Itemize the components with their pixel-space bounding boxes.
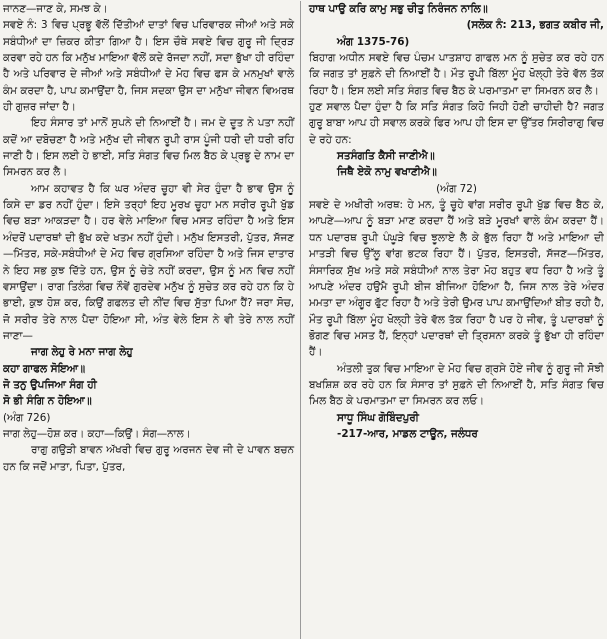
right-text-line: ਬਿਹਾਗ ਅਧੀਨ ਸਵਏ ਵਿਚ ਪੰਚਮ ਪਾਤਸ਼ਾਹ ਗਾਫਲ ਮਨ ਨੂੰ ਸੁਚੇਤ ਕਰ ਰਹੇ ਹਨ ਕਿ ਜਗਤ ਤਾਂ ਸੁਫ਼ਨੇ ਦੀ ਨਿਆਈਂ ਹੈ। ਮੌਤ ਰੂਪੀ ਬਿੱਲਾ ਮੂੰਹ ਖੋਲ੍ਹੀ ਤੇਰੇ ਵੱਲ ਤੱਕ ਰਿਹਾ ਹੈ। ਇਸ ਲਈ ਸਤਿ ਸੰਗਤ ਵਿਚ ਬੈਠ ਕੇ ਪਰਮਾਤਮਾ ਦਾ ਸਿਮਰਨ ਕਰ ਲੈ।: [309, 52, 604, 97]
right-text-line: ਅੰਗ 1375-76): [337, 35, 410, 48]
right-text-line: ਸਾਧੂ ਸਿੰਘ ਗੋਬਿੰਦਪੁਰੀ: [337, 411, 419, 424]
left-text-line: ਜਾਨਣ—ਜਾਣ ਕੇ, ਸਮਝ ਕੇ।: [3, 3, 108, 15]
left-text-line: ਇਹ ਸੰਸਾਰ ਤਾਂ ਮਾਨੋਂ ਸੁਪਨੇ ਦੀ ਨਿਆਈਂ ਹੈ। ਜਮ ਦੇ ਦੂਤ ਨੇ ਪਤਾ ਨਹੀਂ ਕਦੋਂ ਆ ਦਬੋਚਣਾ ਹੈ ਅਤੇ ਮਨੁੱਖ ਦੀ ਜੀਵਨ ਰੂਪੀ ਰਾਸ ਪੂੰਜੀ ਧਰੀ ਦੀ ਧਰੀ ਰਹਿ ਜਾਣੀ ਹੈ। ਇਸ ਲਈ ਹੇ ਭਾਈ, ਸਤਿ ਸੰਗਤ ਵਿਚ ਮਿਲ ਬੈਠ ਕੇ ਪ੍ਰਭੂ ਦੇ ਨਾਮ ਦਾ ਸਿਮਰਨ ਕਰ ਲੈ।: [3, 117, 294, 179]
left-text-line: ਸੋ ਭੀ ਸੰਗਿ ਨ ਹੋਇਆ॥: [3, 395, 92, 408]
left-text-line: ਰਾਗੁ ਗਉੜੀ ਬਾਵਨ ਅੱਖਰੀ ਵਿਚ ਗੁਰੂ ਅਰਜਨ ਦੇਵ ਜੀ ਦੇ ਪਾਵਨ ਬਚਨ ਹਨ ਕਿ ਜਦੋਂ ਮਾਤਾ, ਪਿਤਾ, ਪੁੱਤਰ,: [3, 444, 294, 473]
right-text-line: ਸਵਏ ਦੇ ਅਖੀਰੀ ਅਰਥ: ਹੇ ਮਨ, ਤੂੰ ਚੂਹੇ ਵਾਂਗ ਸਰੀਰ ਰੂਪੀ ਖੁੱਡ ਵਿਚ ਬੈਠ ਕੇ, ਆਪਣੇ—ਆਪ ਨੂੰ ਬੜਾ ਮਾਣ ਕਰਦਾ ਹੈਂ ਅਤੇ ਬੜੇ ਮੂਰਖਾਂ ਵਾਲੇ ਕੰਮ ਕਰਦਾ ਹੈਂ। ਧਨ ਪਦਾਰਥ ਰੂਪੀ ਪੰਘੂੜੇ ਵਿਚ ਝੂਲਾਏ ਲੈ ਕੇ ਭੁੱਲ ਰਿਹਾ ਹੈਂ ਅਤੇ ਮਾਇਆ ਦੀ ਮਾਤੜੀ ਵਿਚ ਉੱਲੂ ਵਾਂਗ ਭਟਕ ਰਿਹਾ ਹੈਂ। ਪੁੱਤਰ, ਇਸਤਰੀ, ਸੱਜਣ—ਮਿੱਤਰ, ਸੰਸਾਰਿਕ ਸੁੱਖ ਅਤੇ ਸਕੇ ਸਬੰਧੀਆਂ ਨਾਲ ਤੇਰਾ ਮੋਹ ਬਹੁਤ ਵਧ ਰਿਹਾ ਹੈ ਅਤੇ ਤੂੰ ਆਪਣੇ ਅੰਦਰ ਹਉਮੈ ਰੂਪੀ ਬੀਜ ਬੀਜਿਆ ਹੋਇਆ ਹੈ, ਜਿਸ ਨਾਲ ਤੇਰੇ ਅੰਦਰ ਮਮਤਾ ਦਾ ਅੰਗੂਰ ਫੁੱਟ ਰਿਹਾ ਹੈ ਅਤੇ ਤੇਰੀ ਉਮਰ ਪਾਪ ਕਮਾਉਂਦਿਆਂ ਬੀਤ ਰਹੀ ਹੈ, ਮੌਤ ਰੂਪੀ ਬਿੱਲਾ ਮੂੰਹ ਖੋਲ੍ਹੀ ਤੇਰੇ ਵੱਲ ਤੱਕ ਰਿਹਾ ਹੈ ਪਰ ਹੇ ਜੀਵ, ਤੂੰ ਪਦਾਰਥਾਂ ਨੂੰ ਭੋਗਣ ਵਿਚ ਮਸਤ ਹੈਂ, ਇਨ੍ਹਾਂ ਪਦਾਰਥਾਂ ਦੀ ਤ੍ਰਿਸਨਾ ਕਰਕੇ ਤੂੰ ਭੁੱਖਾ ਹੀ ਰਹਿੰਦਾ ਹੈਂ।: [309, 199, 604, 359]
left-text-line: ਜਾਗ ਲੇਹੁ—ਹੋਸ਼ ਕਰ। ਕਹਾ—ਕਿਉਂ। ਸੰਗ—ਨਾਲ।: [3, 427, 191, 440]
left-column: [3, 1, 300, 639]
right-column: [300, 1, 604, 639]
left-text-line: ਸਵਏ ਨੰ: 3 ਵਿਚ ਪ੍ਰਭੂ ਵੱਲੋਂ ਦਿੱਤੀਆਂ ਦਾਤਾਂ ਵਿਚ ਪਰਿਵਾਰਕ ਜੀਆਂ ਅਤੇ ਸਕੇ ਸਬੰਧੀਆਂ ਦਾ ਜ਼ਿਕਰ ਕੀਤਾ ਗਿਆ ਹੈ। ਇਸ ਚੌਥੇ ਸਵਏ ਵਿਚ ਗੁਰੂ ਜੀ ਦ੍ਰਿੜ ਕਰਵਾ ਰਹੇ ਹਨ ਕਿ ਮਨੁੱਖ ਮਾਇਆ ਵੱਲੋਂ ਕਦੇ ਰੱਜਦਾ ਨਹੀਂ, ਸਦਾ ਭੁੱਖਾ ਹੀ ਰਹਿੰਦਾ ਹੈ ਅਤੇ ਪਰਿਵਾਰ ਦੇ ਜੀਆਂ ਅਤੇ ਸਬੰਧੀਆਂ ਦੇ ਮੋਹ ਵਿਚ ਫਸ ਕੇ ਮਨਮੁਖਾਂ ਵਾਲੇ ਕੰਮ ਕਰਦਾ ਹੈ, ਪਾਪ ਕਮਾਉਂਦਾ ਹੈ, ਜਿਸ ਸਦਕਾ ਉਸ ਦਾ ਮਨੁੱਖਾ ਜੀਵਨ ਵਿਅਰਥ ਹੀ ਗੁਜ਼ਰ ਜਾਂਦਾ ਹੈ।: [3, 19, 294, 114]
right-text-line: ਅੰਤਲੀ ਤੁਕ ਵਿਚ ਮਾਇਆ ਦੇ ਮੋਹ ਵਿਚ ਗ੍ਰਸੇ ਹੋਏ ਜੀਵ ਨੂੰ ਗੁਰੂ ਜੀ ਸੋਝੀ ਬਖਸ਼ਿਸ਼ ਕਰ ਰਹੇ ਹਨ ਕਿ ਸੰਸਾਰ ਤਾਂ ਸੁਫ਼ਨੇ ਦੀ ਨਿਆਈਂ ਹੈ, ਸਤਿ ਸੰਗਤ ਵਿਚ ਮਿਲ ਬੈਠ ਕੇ ਪਰਮਾਤਮਾ ਦਾ ਸਿਮਰਨ ਕਰ ਲਓ।: [309, 362, 604, 408]
left-text-line: ਜਾਗ ਲੇਹੁ ਰੇ ਮਨਾ ਜਾਗ ਲੇਹੁ: [31, 346, 133, 359]
left-text-line: ਆਮ ਕਹਾਵਤ ਹੈ ਕਿ ਘਰ ਅੰਦਰ ਚੂਹਾ ਵੀ ਸੇਰ ਹੁੰਦਾ ਹੈ ਭਾਵ ਉਸ ਨੂੰ ਕਿਸੇ ਦਾ ਡਰ ਨਹੀਂ ਹੁੰਦਾ। ਇਸੇ ਤਰ੍ਹਾਂ ਇਹ ਮੂਰਖ ਚੂਹਾ ਮਨ ਸਰੀਰ ਰੂਪੀ ਖੁੱਡ ਵਿਚ ਬੜਾ ਆਕੜਦਾ ਹੈ। ਹਰ ਵੇਲੇ ਮਾਇਆ ਵਿਚ ਮਸਤ ਰਹਿੰਦਾ ਹੈ ਅਤੇ ਇਸ ਅੰਦਰੋਂ ਪਦਾਰਥਾਂ ਦੀ ਭੁੱਖ ਕਦੇ ਖਤਮ ਨਹੀਂ ਹੁੰਦੀ। ਮਨੁੱਖ ਇਸਤਰੀ, ਪੁੱਤਰ, ਸੱਜਣ—ਮਿੱਤਰ, ਸਕੇ-ਸਬੰਧੀਆਂ ਦੇ ਮੋਹ ਵਿਚ ਗ੍ਰਸਿਆ ਰਹਿੰਦਾ ਹੈ ਅਤੇ ਜਿਸ ਦਾਤਾਰ ਨੇ ਇਹ ਸਭ ਕੁਝ ਦਿੱਤੇ ਹਨ, ਉਸ ਨੂੰ ਚੇਤੇ ਨਹੀਂ ਕਰਦਾ, ਉਸ ਨੂੰ ਮਨ ਵਿਚ ਨਹੀਂ ਵਸਾਉਂਦਾ। ਰਾਗ ਤਿਲੰਗ ਵਿਚ ਨੌਵੇਂ ਗੁਰਦੇਵ ਮਨੁੱਖ ਨੂੰ ਸੁਚੇਤ ਕਰ ਰਹੇ ਹਨ ਕਿ ਹੇ ਭਾਈ, ਕੁਝ ਹੋਸ਼ ਕਰ, ਕਿਉਂ ਗਫਲਤ ਦੀ ਨੀਂਦ ਵਿਚ ਸੁੱਤਾ ਪਿਆ ਹੈਂ? ਜਰਾ ਸੋਚ, ਜੋ ਸਰੀਰ ਤੇਰੇ ਨਾਲ ਪੈਦਾ ਹੋਇਆ ਸੀ, ਅੰਤ ਵੇਲੇ ਇਸ ਨੇ ਵੀ ਤੇਰੇ ਨਾਲ ਨਹੀਂ ਜਾਣਾ—: [3, 182, 294, 342]
right-text-line: (ਸਲੋਕ ਨੰ: 213, ਭਗਤ ਕਬੀਰ ਜੀ,: [466, 19, 604, 32]
right-text-line: -217-ਆਰ, ਮਾਡਲ ਟਾਊਨ, ਜਲੰਧਰ: [337, 427, 478, 440]
right-text-line: ਹੁਣ ਸਵਾਲ ਪੈਦਾ ਹੁੰਦਾ ਹੈ ਕਿ ਸਤਿ ਸੰਗਤ ਕਿਹੋ ਜਿਹੀ ਹੋਣੀ ਚਾਹੀਦੀ ਹੈ? ਜਗਤ ਗੁਰੂ ਬਾਬਾ ਆਪ ਹੀ ਸਵਾਲ ਕਰਕੇ ਫਿਰ ਆਪ ਹੀ ਇਸ ਦਾ ਉੱਤਰ ਸਿਰੀਰਾਗੁ ਵਿਚ ਦੇ ਰਹੇ ਹਨ:: [309, 101, 604, 146]
right-text-line: ਹਾਥ ਪਾਉ ਕਰਿ ਕਾਮੁ ਸਭੁ ਚੀਤੁ ਨਿਰੰਜਨ ਨਾਲਿ॥: [309, 3, 488, 15]
right-text-line: ਜਿਥੈ ਏਕੋ ਨਾਮੁ ਵਖਾਣੀਐ॥: [337, 166, 437, 179]
left-text-line: (ਅੰਗ 726): [3, 411, 51, 424]
right-text-line: ਸਤਸੰਗਤਿ ਕੈਸੀ ਜਾਣੀਐ॥: [337, 150, 435, 163]
right-text-line: (ਅੰਗ 72): [436, 182, 477, 195]
left-text-line: ਜੋ ਤਨੁ ਉਪਜਿਆ ਸੰਗ ਹੀ: [3, 378, 97, 391]
left-text-line: ਕਹਾ ਗਾਫਲ ਸੋਇਆ॥: [3, 362, 85, 375]
